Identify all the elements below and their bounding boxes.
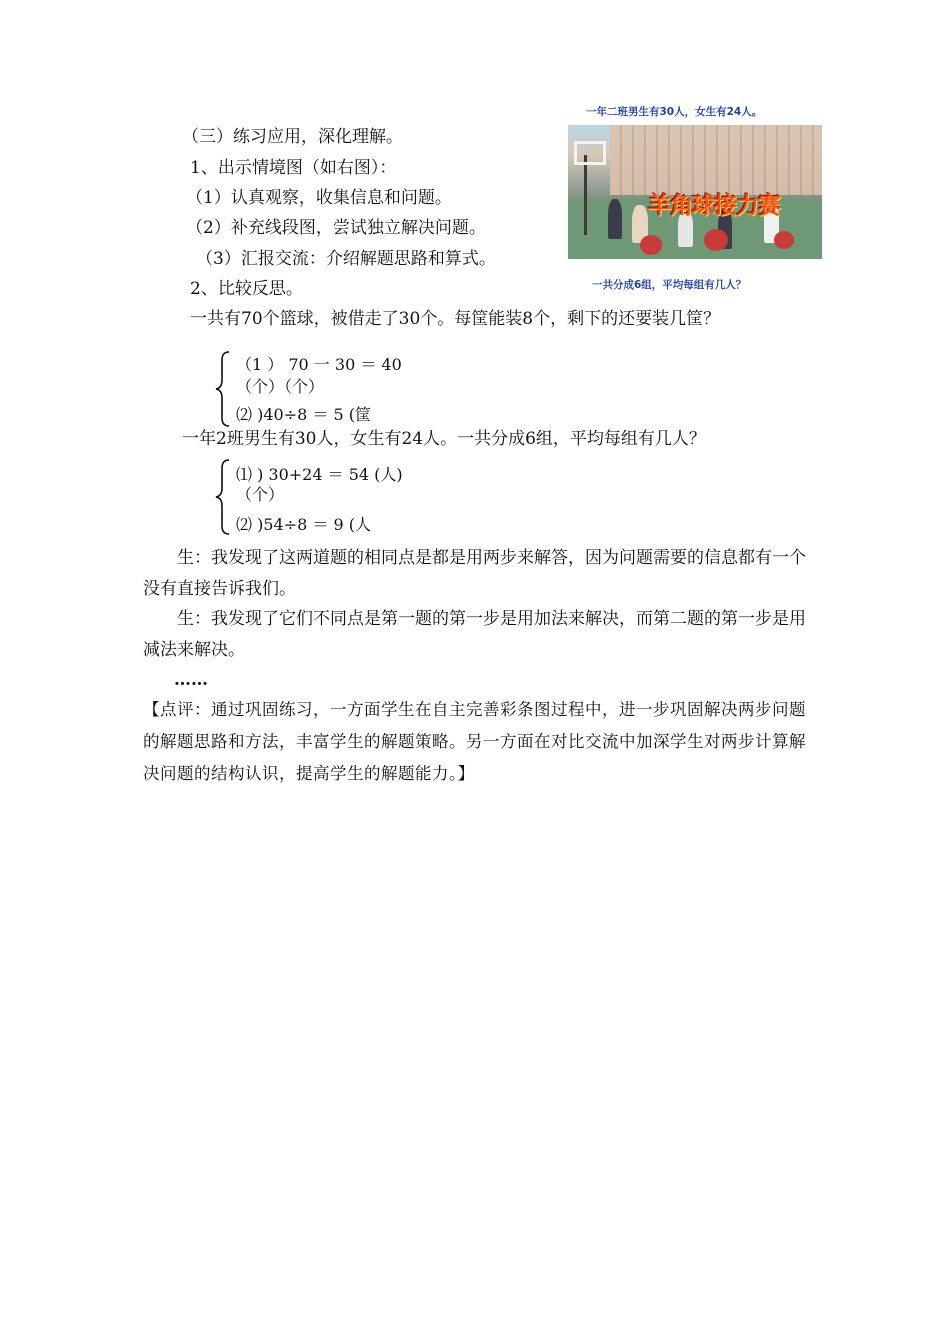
teacher-review: 【点评：通过巩固练习，一方面学生在自主完善彩条图过程中，进一步巩固解决两步问题的解题思路和方法，丰富学生的解题策略。另一方面在对比交流中加深学生对两步计算解决问题的结构认识，提高学生的解题能力。】 xyxy=(143,700,806,783)
step-2: 2、比较反思。 xyxy=(190,279,303,299)
step-1: 1、出示情境图（如右图）： xyxy=(190,158,397,178)
step-1-1: （1）认真观察，收集信息和问题。 xyxy=(186,188,452,208)
solution-units: （个）（个） xyxy=(236,377,325,396)
problem-2-solution xyxy=(214,458,474,536)
brace-icon xyxy=(214,350,234,428)
hopper-ball xyxy=(640,235,662,255)
solution-step-2: ⑵ )40÷8 ＝ 5 (筐 xyxy=(236,405,371,424)
image-caption-top: 一年二班男生有30人，女生有24人。 xyxy=(586,106,763,118)
photo xyxy=(568,125,822,259)
brace-icon xyxy=(214,458,234,536)
student-answer-1: 生：我发现了这两道题的相同点是都是用两步来解答，因为问题需要的信息都有一个没有直接告诉我们。 xyxy=(143,548,806,599)
hopper-ball xyxy=(774,231,794,249)
solution-step-1: （1 ） 70 一 30 ＝ 40 xyxy=(236,355,402,374)
basketball-hoop xyxy=(574,141,606,165)
situation-image xyxy=(568,104,824,292)
building xyxy=(610,125,822,195)
basketball-pole xyxy=(584,155,587,235)
student-answer-2: 生：我发现了它们不同点是第一题的第一步是用加法来解决，而第二题的第一步是用减法来解决。 xyxy=(143,609,806,660)
solution-step-1: ⑴ ) 30+24 ＝ 54 (人) xyxy=(236,465,403,484)
problem-1-solution xyxy=(214,350,474,428)
solution-units: （个） xyxy=(236,485,285,504)
step-1-2: （2）补充线段图，尝试独立解决问题。 xyxy=(186,218,486,238)
image-caption-bottom: 一共分成6组，平均每组有几人？ xyxy=(592,279,747,291)
step-1-3: （3）汇报交流：介绍解题思路和算式。 xyxy=(196,249,496,269)
image-banner: 羊角球接力赛 xyxy=(648,193,780,219)
ellipsis: …… xyxy=(174,670,208,690)
problem-2-text: 一年2班男生有30人，女生有24人。一共分成6组，平均每组有几人？ xyxy=(182,429,706,449)
solution-step-2: ⑵ )54÷8 ＝ 9 (人 xyxy=(236,515,371,534)
child xyxy=(608,199,622,239)
section-title: （三）练习应用，深化理解。 xyxy=(182,127,403,147)
problem-1-text: 一共有70个篮球，被借走了30个。每筐能装8个，剩下的还要装几筐？ xyxy=(190,309,721,329)
hopper-ball xyxy=(704,229,728,251)
